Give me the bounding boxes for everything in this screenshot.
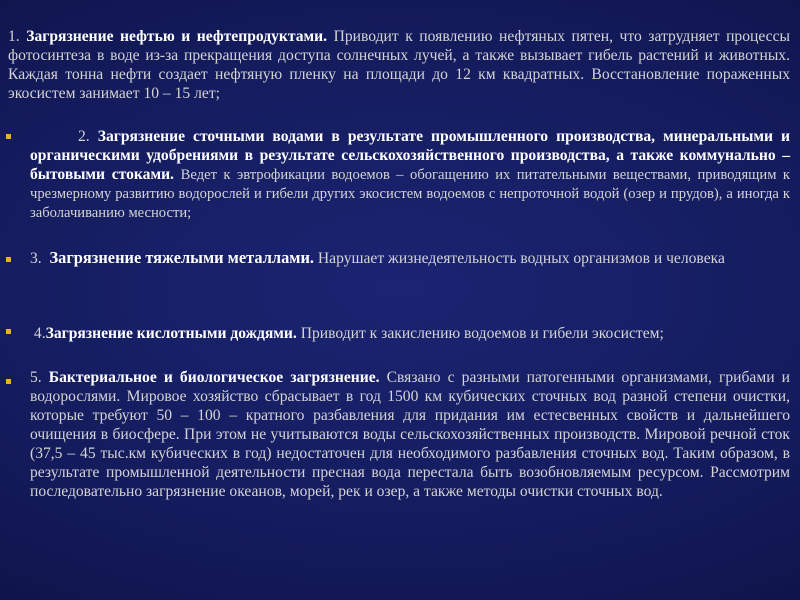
bullet-icon [6, 134, 11, 139]
item-heading: Загрязнение кислотными дождями. [45, 325, 297, 342]
item-heading: Загрязнение тяжелыми металлами. [49, 248, 315, 267]
bullet-icon [6, 257, 11, 262]
list-item-acid-rain [8, 324, 790, 343]
item-description: Связано с разными патогенными организмами, грибами и водорослями. Мировое хозяйство сбрасывает в год 1500 км кубических сточных вод разной степени очистки, которые требуют 50 – 100 – кратного разбавления для придания им естесвенных свойств и дальнейшего очищения в биосфере. При этом не учитываются воды сельскохозяйственных производств. Мировой речной сток (37,5 – 45 тыс.км кубических в год) недостаточен для необходимого разбавления сточных вод. Таким образом, в результате промышленной деятельности пресная вода перестала быть возобновляемым ресурсом. Рассмотрим последовательно загрязнение океанов, морей, рек и озер, а также методы очистки сточных вод. [30, 369, 790, 500]
item-description: Ведет к эвтрофикации водоемов – обогащению их питательными веществами, приводящим к чрезмерному развитию водорослей и гибели других экосистем водоемов с непроточной водой (озер и прудов), а иногда к заболачиванию месности; [30, 167, 790, 221]
item-number: 1. [8, 28, 20, 45]
item-number: 3. [30, 250, 42, 267]
item-description: Приводит к появлению нефтяных пятен, что затрудняет процессы фотосинтеза в воде из-за прекращения доступа солнечных лучей, а также вызывает гибель растений и животных. Каждая тонна нефти создает нефтяную пленку на площади до 12 км квадратных. Восстановление пораженных экосистем занимает 10 – 15 лет; [8, 28, 791, 102]
list-item-biological-pollution [8, 368, 790, 501]
bullet-icon [6, 329, 11, 334]
bullet-icon [6, 379, 11, 384]
item-number: 5. [30, 369, 42, 386]
item-heading: Загрязнение нефтью и нефтепродуктами. [26, 28, 328, 45]
list-item-wastewater-pollution [8, 127, 790, 222]
item-description: Нарушает жизнедеятельность водных организмов и человека [317, 250, 725, 267]
item-number: 4. [33, 325, 46, 342]
item-heading: Загрязнение сточными водами в результате промышленного производства, минеральными и органическими удобрениями в результате сельскохозяйственного производства, а также коммунально – бытовыми стоками. [30, 128, 790, 183]
list-item-heavy-metals [8, 248, 790, 268]
item-number: 2. [78, 128, 90, 145]
item-description: Приводит к закислению водоемов и гибели экосистем; [300, 325, 664, 342]
item-heading: Бактериальное и биологическое загрязнение. [48, 369, 380, 386]
list-item-oil-pollution [8, 27, 790, 103]
